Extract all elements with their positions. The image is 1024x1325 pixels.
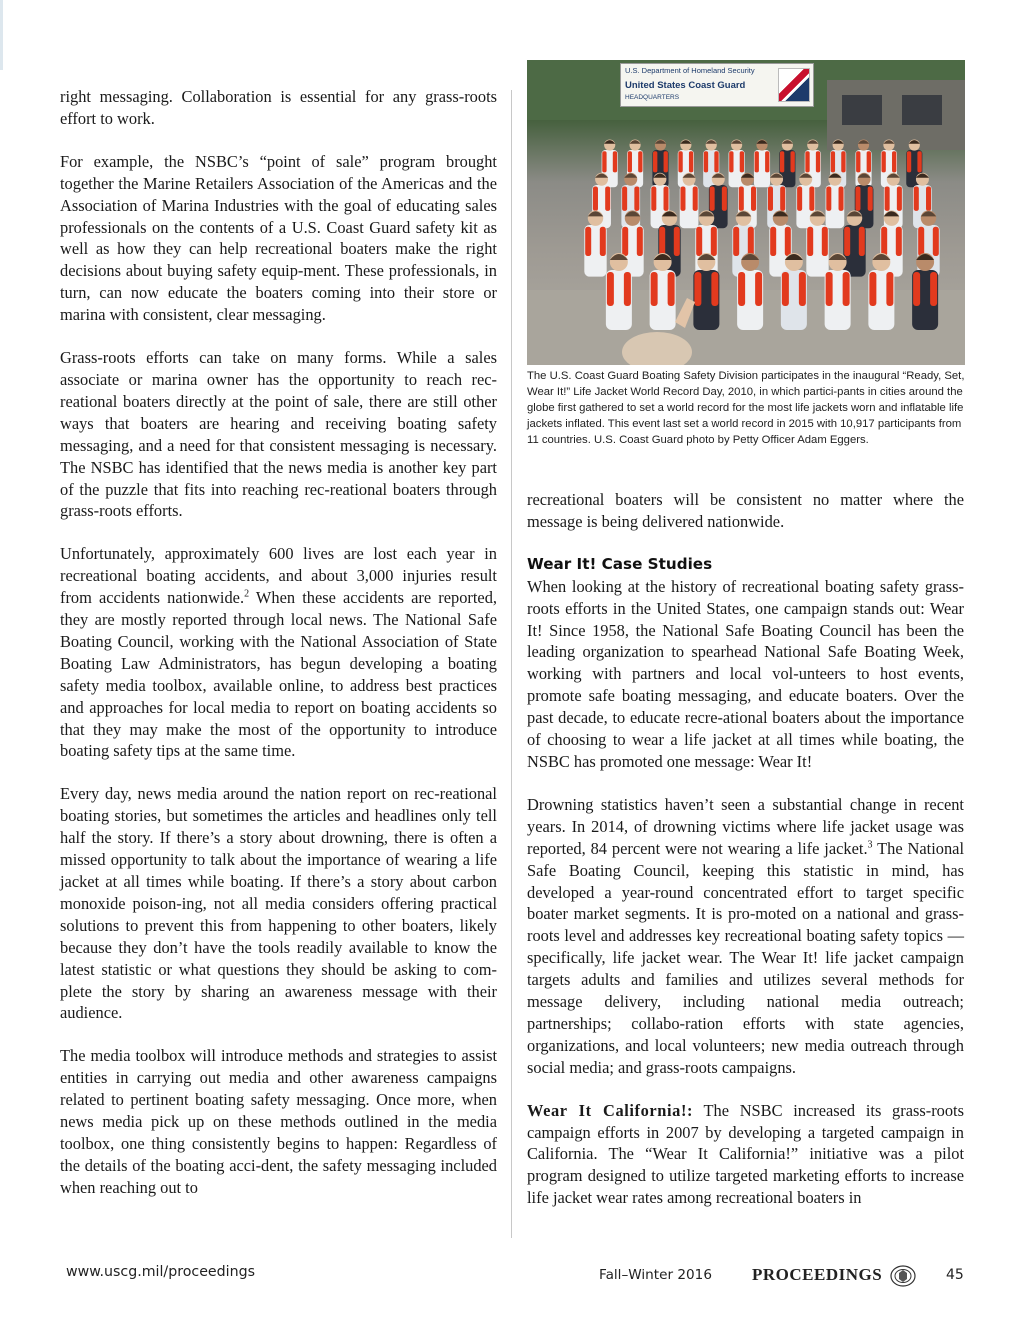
sign-department-text: U.S. Department of Homeland Security [625, 66, 755, 75]
left-paragraph-6: The media toolbox will introduce methods and strategies to assist entities in carrying out media and other awareness campaigns related to pertinent boating safety messaging. Once more, when news media pick up on these methods outlined in the media toolbox, one thing consistently begins to happen: Regardless of the details of the boating acci-dent, the safety messaging included when reaching out to [60, 1046, 497, 1197]
column-divider [511, 90, 512, 1238]
right-paragraph-4 [527, 1100, 964, 1210]
left-paragraph-4-text-b: When these accidents are reported, they are mostly reported through local news. The National Safe Boating Council, working with the National Association of State Boating Law Administrators, has begun developing a boating safety media toolbox, available online, to address best practices and approaches for local media to report on boating accidents so that they may make the most of the opportunity to introduce boating safety tips at the same time. [60, 588, 497, 761]
footer-publication-title: PROCEEDINGS [752, 1265, 883, 1284]
right-paragraph-3-text-b: The National Safe Boating Council, keeping this statistic in mind, has developed a year-round concentrated effort to target specific boater market segments. It is pro-moted on a national and grass-roots level and addresses key recreational boating safety topics — specifically, life jacket wear. The Wear It! life jacket campaign targets adults and families and utilizes several methods for message delivery, including national media outreach; partnerships; collabo-ration efforts with state agencies, organizations, and local volunteers; new media outreach through social media; and grass-roots campaigns. [527, 838, 964, 1077]
left-column [60, 86, 497, 1220]
sign-headquarters-text: HEADQUARTERS [625, 94, 680, 101]
page-edge-marker [0, 0, 3, 70]
section-subhead: Wear It! Case Studies [527, 554, 713, 573]
footer-page-number: 45 [946, 1267, 964, 1283]
coast-guard-seal-icon [890, 1265, 916, 1287]
coast-guard-group-photo [527, 60, 965, 365]
right-paragraph-2: When looking at the history of recreational boating safety grass-roots efforts in the United States, one campaign stands out: Wear It! Since 1958, the National Safe Boating Council has been the leading organization to spearhead National Safe Boating Week, working with partners and local vol-unteers to host events, promote safe boating messaging, and educate boaters. Over the past decade, to educate recre-ational boaters about the importance of choosing to wear a life jacket at all times while boating, the NSBC has promoted one message: Wear It! [527, 576, 964, 771]
photo-caption: The U.S. Coast Guard Boating Safety Division participates in the inaugural “Ready, Set, Wear It!” Life Jacket World Record Day, 2010, in which partici-pants in cities around the globe first gathered to set a world record for the most life jackets worn and inflatable life jackets inflated. This event last set a world record in 2015 with 10,917 participants from 11 countries. U.S. Coast Guard photo by Petty Officer Adam Eggers. [527, 370, 965, 446]
footnote-ref-3[interactable]: 3 [867, 839, 873, 851]
right-paragraph-4-text: The NSBC increased its grass-roots campaign efforts in 2007 by developing a targeted campaign in California. The “Wear It California!” initiative was a pilot program designed to utilize targeted marketing efforts to increase life jacket wear rates among recreational boaters in [527, 1100, 964, 1208]
coast-guard-stripe-icon [778, 68, 810, 102]
right-column [527, 489, 964, 1230]
right-paragraph-3-text-a: Drowning statistics haven’t seen a substantial change in recent years. In 2014, of drowning victims where life jacket usage was reported, 84 percent were not wearing a life jacket. [527, 794, 964, 858]
left-paragraph-1: right messaging. Collaboration is essential for any grass-roots effort to work. [60, 87, 497, 128]
left-paragraph-3: Grass-roots efforts can take on many forms. While a sales associate or marina owner has the opportunity to reach rec-reational boaters directly at the point of sale, there are still other ways that boaters are hearing and receiving boating safety messaging, and a need for that consistent messaging is necessary. The NSBC has identified that the news media is another key part of the puzzle that fits into reaching rec-reational boaters through grass-roots efforts. [60, 348, 497, 521]
left-paragraph-4-text-a: Unfortunately, approximately 600 lives are lost each year in recreational boating accidents, and about 3,000 injuries result from accidents nationwide. [60, 544, 497, 608]
right-paragraph-3 [527, 794, 964, 1079]
right-paragraph-1: recreational boaters will be consistent no matter where the message is being delivered nationwide. [527, 490, 964, 531]
footnote-ref-2[interactable]: 2 [244, 588, 250, 600]
uscg-headquarters-sign [620, 63, 814, 107]
footer-url-link[interactable]: www.uscg.mil/proceedings [66, 1264, 256, 1280]
left-paragraph-2: For example, the NSBC’s “point of sale” program brought together the Marine Retailers Association of the Americas and the Association of Marina Industries with the goal of educating sales professionals on the contents of a U.S. Coast Guard safety kit as well as how they can help recreational boaters make the right decisions about buying safety equip-ment. These professionals, in turn, can now educate the boaters coming into their store or marina with consistent, clear messaging. [60, 151, 497, 325]
sign-coast-guard-text: United States Coast Guard [625, 80, 746, 91]
run-in-heading: Wear It California!: [527, 1100, 694, 1120]
left-paragraph-4 [60, 543, 497, 762]
footer-issue-date: Fall–Winter 2016 [599, 1267, 712, 1283]
left-paragraph-5: Every day, news media around the nation report on rec-reational boating stories, but sometimes the articles and headlines only tell half the story. If there’s a story about drowning, there is often a missed opportunity to talk about the importance of wearing a life jacket at all times while boating. If there’s a story about carbon monoxide poison-ing, not all media considers offering practical solutions to prevent this from happening to other boaters, likely because they don’t have the tools readily available to know the latest statistic or what questions they should be asking to com-plete the story by sharing an awareness message with their audience. [60, 784, 497, 1023]
